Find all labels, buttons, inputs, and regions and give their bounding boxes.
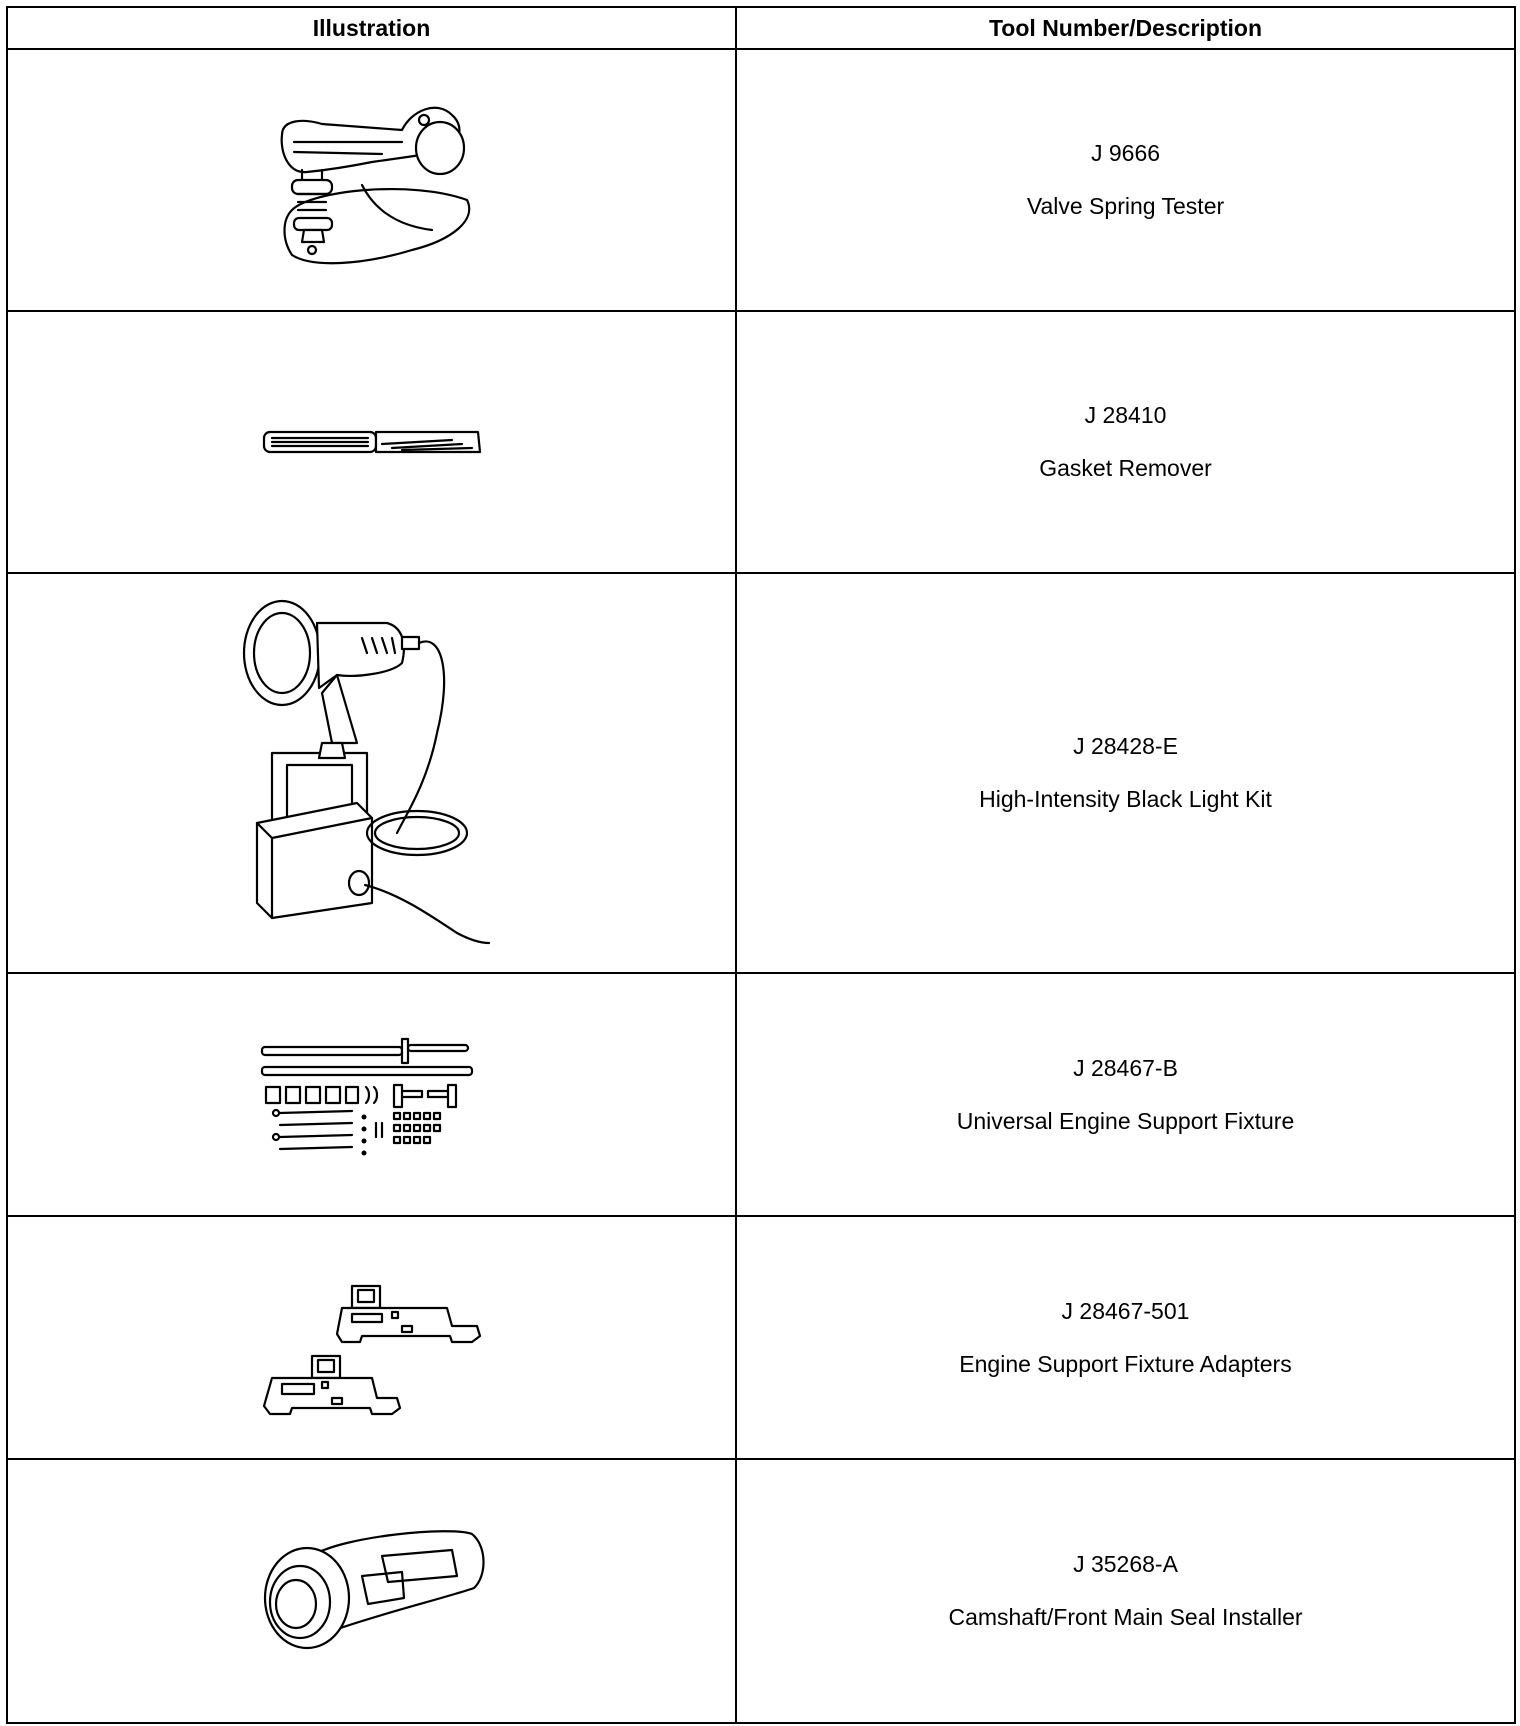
tool-description: High-Intensity Black Light Kit (979, 786, 1272, 812)
fixture-adapters-icon (252, 1248, 492, 1428)
table-row (7, 973, 1515, 1216)
illustration-cell (7, 1459, 736, 1723)
valve-spring-tester-icon (252, 90, 492, 270)
illustration-cell (7, 1216, 736, 1459)
tools-table (6, 6, 1516, 1724)
tool-description: Universal Engine Support Fixture (956, 1107, 1295, 1134)
illustration-cell (7, 973, 736, 1216)
header-tool-description: Tool Number/Description (736, 7, 1515, 49)
table-row (7, 1216, 1515, 1459)
description-cell (736, 311, 1515, 573)
tool-number: J 9666 (1090, 140, 1161, 166)
illustration-cell (7, 49, 736, 311)
engine-support-fixture-icon (252, 1025, 492, 1165)
table-row (7, 49, 1515, 311)
tool-description: Engine Support Fixture Adapters (959, 1350, 1292, 1377)
header-illustration: Illustration (7, 7, 736, 49)
table-row (7, 1459, 1515, 1723)
tool-description: Camshaft/Front Main Seal Installer (948, 1604, 1303, 1630)
tool-number: J 28428-E (1073, 733, 1178, 759)
table-row (7, 573, 1515, 973)
description-cell (736, 573, 1515, 973)
description-cell (736, 1216, 1515, 1459)
seal-installer-icon (252, 1516, 492, 1666)
description-cell (736, 1459, 1515, 1723)
gasket-remover-icon (252, 422, 492, 462)
tool-number: J 28467-501 (1061, 1297, 1190, 1324)
header-row (7, 7, 1515, 49)
tool-number: J 35268-A (1073, 1551, 1178, 1577)
tool-number: J 28410 (1084, 402, 1167, 428)
description-cell (736, 49, 1515, 311)
tool-number: J 28467-B (1073, 1054, 1178, 1081)
black-light-kit-icon (227, 593, 517, 953)
table-row (7, 311, 1515, 573)
illustration-cell (7, 311, 736, 573)
tool-description: Gasket Remover (1039, 455, 1212, 481)
tool-description: Valve Spring Tester (1026, 193, 1225, 219)
description-cell (736, 973, 1515, 1216)
illustration-cell (7, 573, 736, 973)
